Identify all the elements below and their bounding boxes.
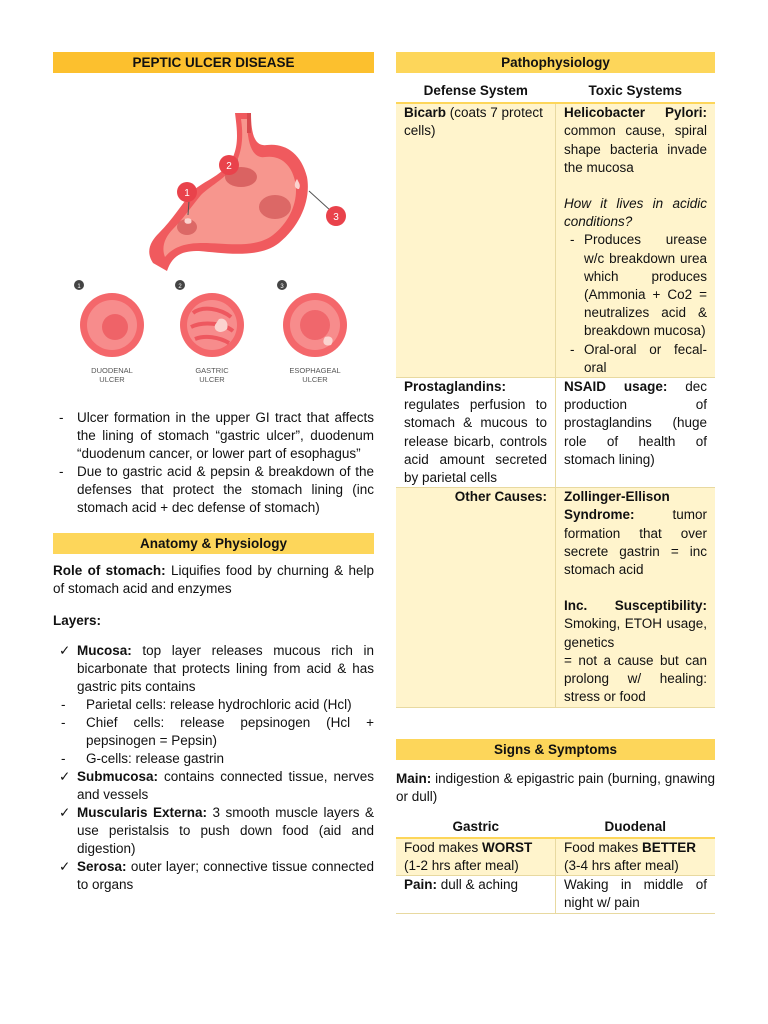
table-row	[396, 103, 715, 377]
col-toxic-header: Toxic Systems	[556, 82, 716, 103]
svg-text:ULCER: ULCER	[302, 375, 328, 384]
intro-bullet: - Due to gastric acid & pepsin & breakdown of the defenses that protect the stomach lining (inc stomach acid + dec defense of stomach)	[53, 463, 374, 517]
svg-text:ULCER: ULCER	[99, 375, 125, 384]
check-icon: ✓	[59, 859, 71, 874]
pathophysiology-banner: Pathophysiology	[396, 52, 715, 73]
role-of-stomach	[53, 562, 374, 598]
toxic-cell: Zollinger-Ellison Syndrome: tumor formation that over secrete gastrin = inc stomach acid Inc. Susceptibility: Smoking, ETOH usage, genetics = not a cause but can prolong w/ healing: stress or food	[556, 488, 716, 707]
table-row	[396, 488, 715, 707]
gastric-ulcer-figure	[175, 280, 244, 384]
check-icon: ✓	[59, 805, 71, 820]
stomach-illustration	[53, 73, 374, 393]
left-column	[53, 52, 374, 894]
defense-cell: Prostaglandins: regulates perfusion to stomach & mucous to release bicarb, controls acid amount secreted by parietal cells	[396, 378, 556, 488]
defense-cell: Other Causes:	[396, 488, 556, 707]
role-text: Liquifies food by churning & help of stomach acid and enzymes	[53, 563, 374, 596]
check-icon: ✓	[59, 769, 71, 784]
layers-heading: Layers:	[53, 613, 102, 628]
svg-text:1: 1	[184, 188, 190, 199]
layer-serosa: ✓ Serosa: outer layer; connective tissue connected to organs	[59, 859, 374, 892]
callout-2	[219, 155, 239, 175]
gastric-cell: Food makes WORST (1-2 hrs after meal)	[396, 838, 556, 876]
signs-banner: Signs & Symptoms	[396, 739, 715, 760]
mucosa-cell: - G-cells: release gastrin	[53, 750, 374, 768]
check-icon: ✓	[59, 643, 71, 658]
svg-text:DUODENAL: DUODENAL	[91, 366, 133, 375]
intro-bullets	[53, 409, 374, 517]
svg-text:GASTRIC: GASTRIC	[195, 366, 229, 375]
svg-text:3: 3	[280, 284, 284, 290]
svg-text:2: 2	[178, 284, 182, 290]
table-row	[396, 378, 715, 488]
svg-text:ESOPHAGEAL: ESOPHAGEAL	[289, 366, 341, 375]
defense-cell: Bicarb (coats 7 protect cells)	[396, 103, 556, 377]
role-label: Role of stomach:	[53, 563, 166, 578]
duodenal-ulcer-figure	[74, 280, 144, 384]
col-gastric-header: Gastric	[396, 818, 556, 838]
duodenal-cell: Waking in middle of night w/ pain	[556, 876, 716, 913]
col-duodenal-header: Duodenal	[556, 818, 716, 838]
page-title: PEPTIC ULCER DISEASE	[53, 52, 374, 73]
toxic-cell: NSAID usage: dec production of prostaglandins (huge role of health of stomach lining)	[556, 378, 716, 488]
anatomy-banner: Anatomy & Physiology	[53, 533, 374, 554]
duodenal-cell: Food makes BETTER (3-4 hrs after meal)	[556, 838, 716, 876]
layers-list	[53, 642, 374, 894]
layer-muscularis: ✓ Muscularis Externa: 3 smooth muscle layers & use peristalsis to push down food (aid and digestion)	[59, 805, 374, 856]
svg-text:ULCER: ULCER	[199, 375, 225, 384]
intro-bullet: - Ulcer formation in the upper GI tract that affects the lining of stomach “gastric ulcer”, duodenum “duodenum cancer, or lower part of esophagus”	[53, 409, 374, 463]
layer-mucosa: ✓ Mucosa: top layer releases mucous rich in bicarbonate that protects lining from acid & has gastric pits contains - Parietal cells: release hydrochloric acid (Hcl) - Chief cells: release pepsinogen (Hcl + pepsinogen = Pepsin) - G-cells: release gastrin	[53, 642, 374, 768]
svg-text:1: 1	[77, 284, 81, 290]
table-row	[396, 876, 715, 913]
svg-text:3: 3	[333, 212, 339, 223]
callout-3	[309, 191, 346, 226]
svg-text:2: 2	[226, 161, 232, 172]
esophageal-ulcer-figure	[277, 280, 347, 384]
col-defense-header: Defense System	[396, 82, 556, 103]
stomach-shape	[149, 113, 308, 271]
stomach-diagram	[53, 73, 374, 393]
mucosa-cell: - Chief cells: release pepsinogen (Hcl + pepsinogen = Pepsin)	[53, 714, 374, 750]
table-row	[396, 838, 715, 876]
mucosa-cell: - Parietal cells: release hydrochloric acid (Hcl)	[53, 696, 374, 714]
symptoms-table	[396, 818, 715, 914]
mucosa-cells	[53, 696, 374, 768]
gastric-cell: Pain: dull & aching	[396, 876, 556, 913]
right-column	[396, 52, 715, 914]
layer-submucosa: ✓ Submucosa: contains connected tissue, nerves and vessels	[59, 769, 374, 802]
pathophysiology-table	[396, 82, 715, 708]
toxic-cell: Helicobacter Pylori: common cause, spiral shape bacteria invade the mucosa How it lives in acidic conditions? - Produces urease w/c breakdown urea which produces (Ammonia + Co2 = neutralizes acid & breakdown mucosa) - Oral-oral or fecal-oral	[556, 103, 716, 377]
main-symptoms: Main: indigestion & epigastric pain (burning, gnawing or dull)	[396, 770, 715, 804]
